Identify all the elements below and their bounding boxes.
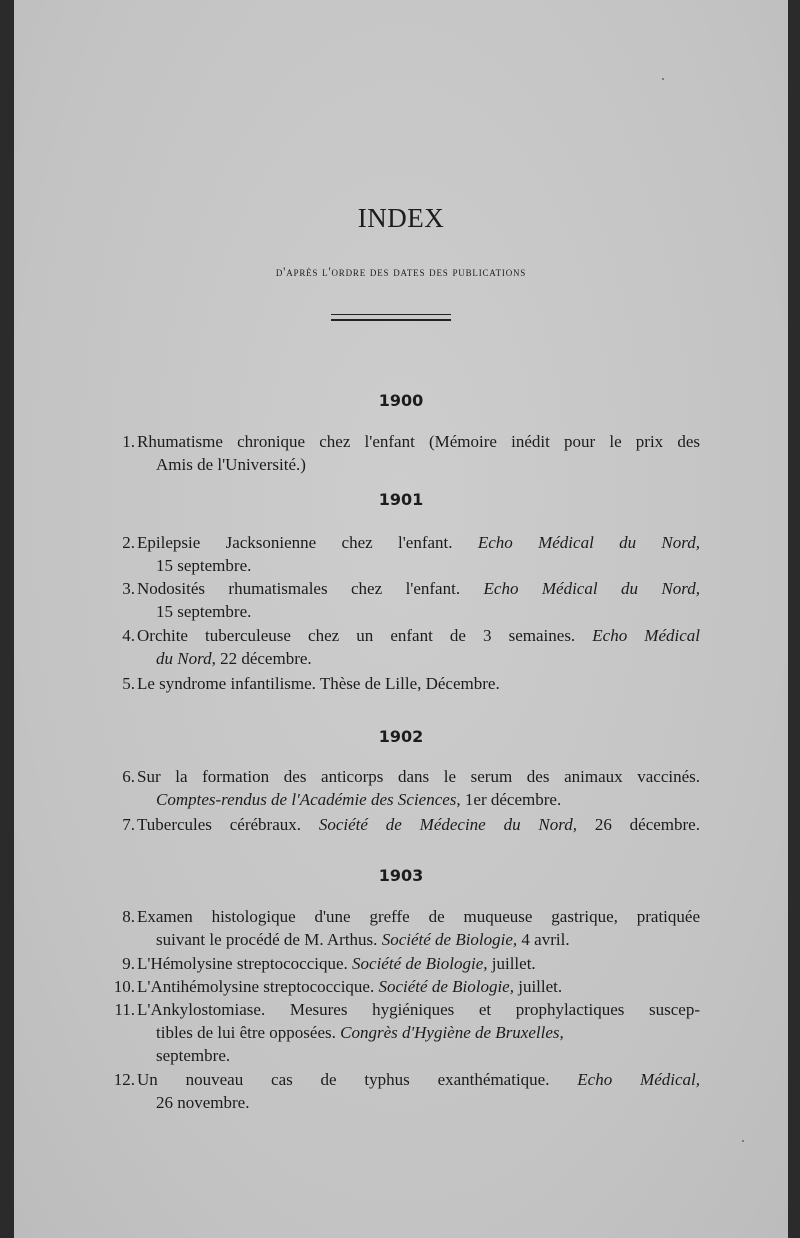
entry-number: 9. <box>122 954 135 973</box>
entry-text: suivant le procédé de M. Arthus. <box>156 930 382 949</box>
entry-journal: Echo Médical du Nord, <box>483 579 701 598</box>
entry-line-2: 15 septembre. <box>156 556 252 575</box>
entry-number: 10. <box>113 977 135 996</box>
entry-line-1: Examen histologique d'une greffe de muqueuse gastrique, pratiquée <box>137 907 700 926</box>
entry-text: Tubercules cérébraux. <box>137 815 319 834</box>
entry-text: 26 décembre. <box>576 815 700 834</box>
entry-text: , 22 décembre. <box>211 649 312 668</box>
entry-journal: Société de Biologie, <box>381 930 518 949</box>
entry-text: juillet. <box>513 977 563 996</box>
entry-line-3: septembre. <box>156 1046 231 1065</box>
entry-text: juillet. <box>487 954 536 973</box>
entry-text: L'Antihémolysine streptococcique. <box>137 977 379 996</box>
entry-line-1 <box>137 1068 700 1091</box>
entry-number: 8. <box>122 907 135 926</box>
entry-journal: du Nord <box>156 649 212 668</box>
entry-line-2 <box>156 647 700 670</box>
entry-line-1 <box>137 531 700 554</box>
entry-journal: Congrès d'Hygiène de Bruxelles, <box>340 1023 564 1042</box>
entry-journal: Comptes-rendus de l'Académie des Sciences, <box>156 790 461 809</box>
entry-line-1: Sur la formation des anticorps dans le serum des animaux vaccinés. <box>137 767 700 786</box>
entry-journal: Société de Biologie, <box>352 954 488 973</box>
entry-line-1 <box>137 975 700 998</box>
entry-number: 1. <box>122 432 135 451</box>
entry-line-1: Le syndrome infantilisme. Thèse de Lille, Décembre. <box>137 674 500 693</box>
year-heading-1902: 1902 <box>378 727 424 746</box>
paper-speck <box>742 1140 744 1142</box>
entry-line-1 <box>137 813 700 836</box>
entry-text: 4 avril. <box>517 930 570 949</box>
entry-line-2: 15 septembre. <box>156 602 252 621</box>
entry-journal: Echo Médical <box>592 626 700 645</box>
entry-number: 6. <box>122 767 135 786</box>
entry-journal: Echo Médical, <box>577 1070 701 1089</box>
entry-text: 1er décembre. <box>460 790 562 809</box>
page-title: INDEX <box>357 203 445 233</box>
entry-line-2 <box>156 928 700 951</box>
entry-line-1: Rhumatisme chronique chez l'enfant (Mémoire inédit pour le prix des <box>137 432 700 451</box>
entry-text: Un nouveau cas de typhus exanthématique. <box>137 1070 578 1089</box>
entry-line-2: 26 novembre. <box>156 1093 250 1112</box>
entry-line-1 <box>137 577 700 600</box>
page-subtitle: d'après l'ordre des dates des publications <box>275 265 527 279</box>
entry-number: 2. <box>122 533 135 552</box>
entry-text: Epilepsie Jacksonienne chez l'enfant. <box>137 533 478 552</box>
entry-journal: Société de Biologie, <box>378 977 514 996</box>
year-heading-1903: 1903 <box>378 866 424 885</box>
entry-number: 5. <box>122 674 135 693</box>
entry-text: Nodosités rhumatismales chez l'enfant. <box>137 579 484 598</box>
entry-text: Orchite tuberculeuse chez un enfant de 3 semaines. <box>137 626 593 645</box>
entry-line-2 <box>156 1021 700 1044</box>
entry-line-1: L'Ankylostomiase. Mesures hygiéniques et prophylactiques suscep- <box>137 1000 700 1019</box>
entry-number: 11. <box>114 1000 135 1019</box>
entry-number: 7. <box>122 815 135 834</box>
entry-line-2: Amis de l'Université.) <box>156 455 306 474</box>
entry-number: 12. <box>113 1070 135 1089</box>
entry-line-1 <box>137 624 700 647</box>
entry-number: 3. <box>122 579 135 598</box>
entry-journal: Echo Médical du Nord, <box>477 533 701 552</box>
entry-line-2 <box>156 788 700 811</box>
page <box>14 0 788 1238</box>
entry-text: tibles de lui être opposées. <box>156 1023 341 1042</box>
entry-journal: Société de Médecine du Nord, <box>318 815 577 834</box>
entry-number: 4. <box>122 626 135 645</box>
paper-speck <box>662 78 664 80</box>
year-heading-1900: 1900 <box>378 391 424 410</box>
year-heading-1901: 1901 <box>378 490 424 509</box>
double-rule-bottom <box>331 319 451 321</box>
double-rule-top <box>331 314 451 315</box>
entry-line-1 <box>137 952 700 975</box>
entry-text: L'Hémolysine streptococcique. <box>137 954 353 973</box>
